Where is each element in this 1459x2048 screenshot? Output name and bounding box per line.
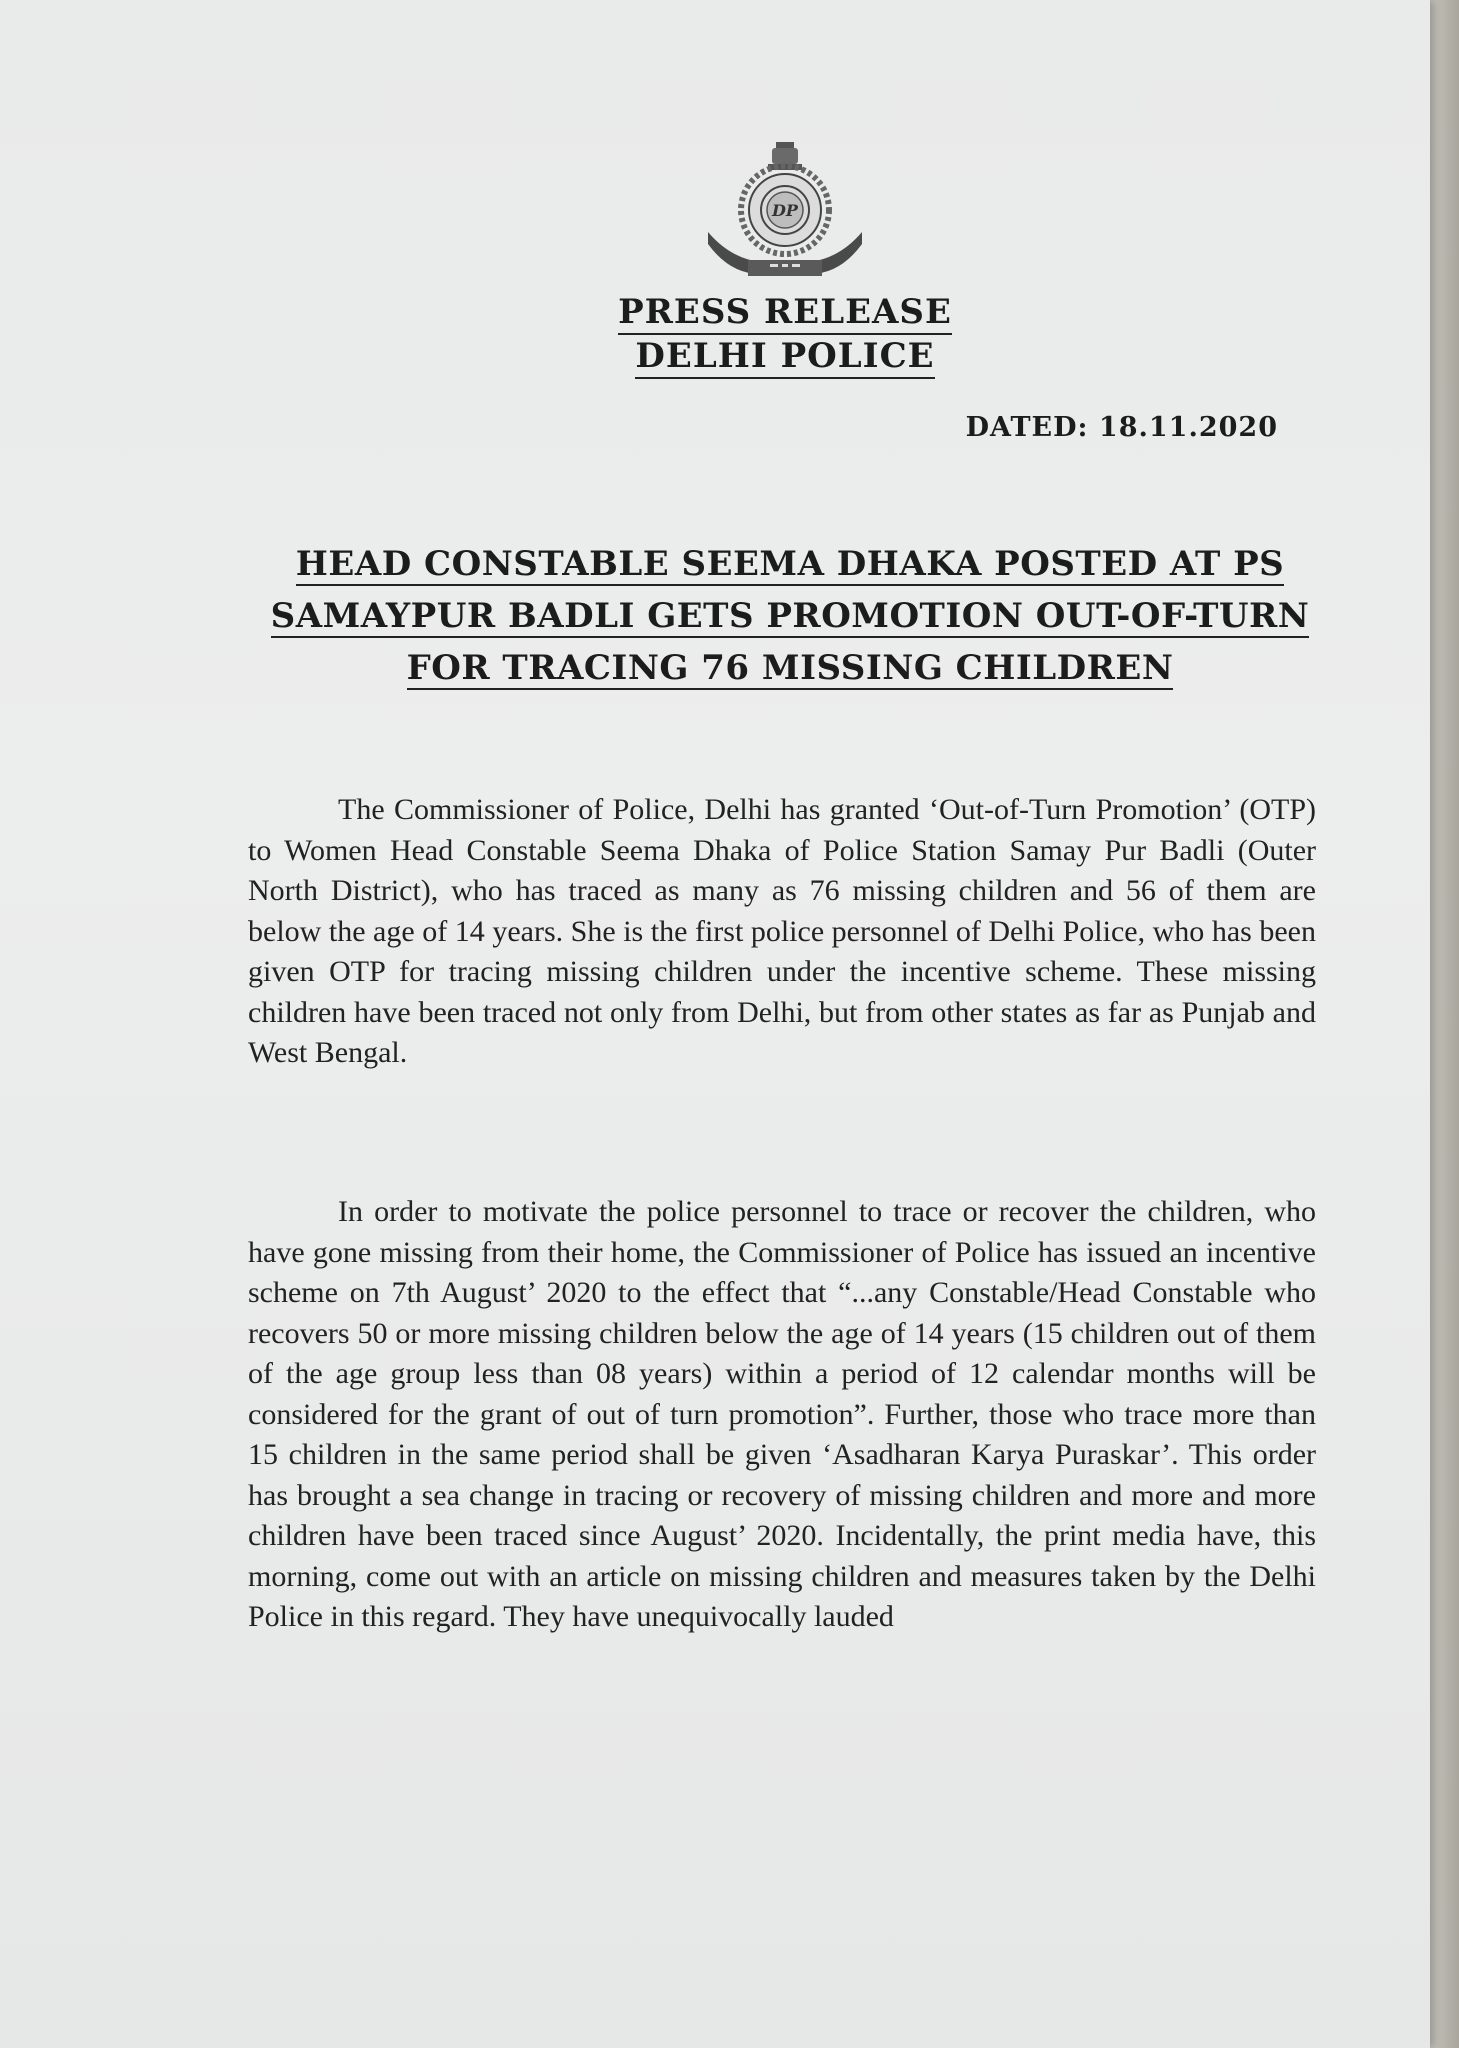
issuer-label: DELHI POLICE — [635, 336, 934, 379]
delhi-police-emblem-icon — [700, 140, 870, 285]
body-paragraph-2: In order to motivate the police personnel to trace or recover the children, who have gone missing from their home, the Commissioner of Police has issued an incentive scheme on 7th August’ 2020 to the effect that “...any Constable/Head Constable who recovers 50 or more missing children below the age of 14 years (15 children out of them of the age group less than 08 years) within a period of 12 calendar months will be considered for the grant of out of turn promotion”. Further, those who trace more than 15 children in the same period shall be given ‘Asadharan Karya Puraskar’. This order has brought a sea change in tracing or recovery of missing children and more and more children have been traced since August’ 2020. Incidentally, the print media have, this morning, come out with an article on missing children and measures taken by the Delhi Police in this regard. They have unequivocally lauded — [248, 1195, 1316, 1633]
body-paragraph-1: The Commissioner of Police, Delhi has granted ‘Out-of-Turn Promotion’ (OTP) to Women Head Constable Seema Dhaka of Police Station Samay Pur Badli (Outer North District), who has traced as many as 76 missing children and 56 of them are below the age of 14 years. She is the first police personnel of Delhi Police, who has been given OTP for tracing missing children under the incentive scheme. These missing children have been traced not only from Delhi, but from other states as far as Punjab and West Bengal. — [248, 793, 1316, 1069]
headline-text: HEAD CONSTABLE SEEMA DHAKA POSTED AT PS SAMAYPUR BADLI GETS PROMOTION OUT-OF-TURN FOR TRACING 76 MISSING CHILDREN — [270, 544, 1310, 688]
press-release-label: PRESS RELEASE — [618, 292, 952, 335]
press-release-title — [0, 290, 1459, 334]
release-date: DATED: 18.11.2020 — [965, 412, 1278, 443]
issuer-title — [0, 334, 1459, 378]
headline — [250, 538, 1330, 694]
emblem-monogram: DP — [772, 201, 798, 220]
